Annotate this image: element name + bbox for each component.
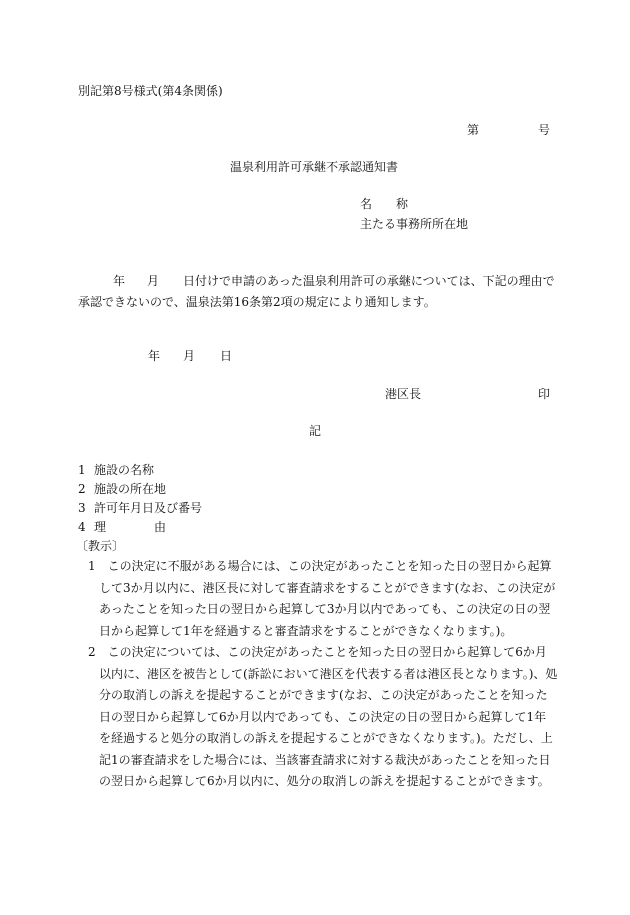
item-row [78,483,166,495]
item-row [78,521,166,533]
issuer-title: 港区長 [385,387,422,401]
issue-date-year: 年 [148,349,161,363]
instruction-list [88,556,558,793]
item-label: 施設の名称 [94,463,155,477]
item-number: 2 [78,482,86,496]
item-label: 許可年月日及び番号 [94,501,203,515]
form-label: 別記第8号様式(第4条関係) [78,84,223,98]
document-number-suffix: 号 [538,123,551,137]
item-number: 3 [78,501,86,515]
item-number: 4 [78,520,86,534]
body-text-line1: 日付けで申請のあった温泉利用許可の承継については、下記の理由で [183,274,555,288]
item-label: 施設の所在地 [94,482,167,496]
document-title: 温泉利用許可承継不承認通知書 [230,160,399,174]
body-date-month: 月 [147,274,160,288]
instruction-item: 1 この決定に不服がある場合には、この決定があったことを知った日の翌日から起算して3か月以内に、港区長に対して審査請求をすることができます(なお、この決定があったことを知った日の翌日から起算して3か月以内であっても、この決定の日の翌日から起算して1年を経過すると審査請求をすることができなくなります。)。 [88,559,556,638]
ki-heading: 記 [309,424,322,438]
addressee-name-label: 名 称 [360,197,409,211]
item-label: 理 由 [94,520,167,534]
item-number: 1 [78,463,86,477]
item-row [78,502,202,514]
issue-date-month: 月 [183,349,196,363]
addressee-office-label: 主たる事務所所在地 [360,217,469,231]
instruction-heading: 〔教示〕 [76,539,125,553]
body-text-line2: 承認できないので、温泉法第16条第2項の規定により通知します。 [78,295,436,309]
body-date-year: 年 [113,274,126,288]
seal-mark: 印 [538,387,551,401]
instruction-item: 2 この決定については、この決定があったことを知った日の翌日から起算して6か月以内に、港区を被告として(訴訟において港区を代表する者は港区長となります。)、処分の取消しの訴えを提起することができます(なお、この決定があったことを知った日の翌日から起算して6か月以内であっても、この決定の日の翌日から起算して1年を経過すると処分の取消しの訴えを提起することができなくなります。)。ただし、上記1の審査請求をした場合には、当該審査請求に対する裁決があったことを知った日の翌日から起算して6か月以内に、処分の取消しの訴えを提起することができます。 [88,645,558,788]
item-row [78,464,154,476]
issue-date-day: 日 [220,349,233,363]
document-number-prefix: 第 [467,123,480,137]
